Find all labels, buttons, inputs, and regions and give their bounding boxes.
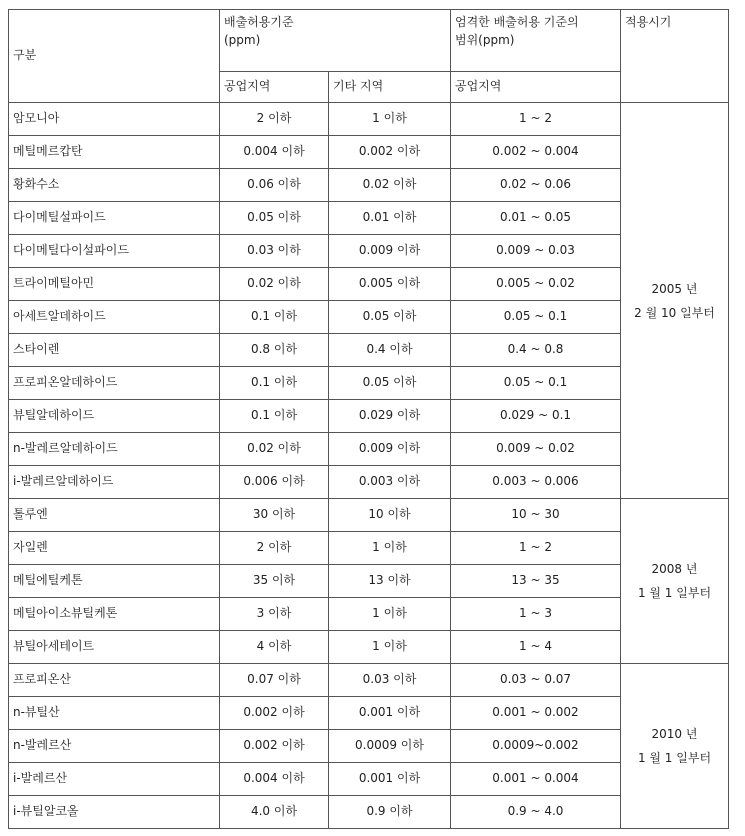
industrial-limit: 4.0 이하	[220, 796, 329, 829]
other-limit: 0.003 이하	[329, 466, 451, 499]
substance-name: 암모니아	[9, 103, 220, 136]
substance-name: 메틸아이소뷰틸케톤	[9, 598, 220, 631]
substance-name: n-발레르산	[9, 730, 220, 763]
industrial-limit: 0.02 이하	[220, 433, 329, 466]
period-date: 1 월 1 일부터	[637, 751, 712, 765]
industrial-limit: 0.004 이하	[220, 763, 329, 796]
other-limit: 0.001 이하	[329, 763, 451, 796]
substance-name: n-뷰틸산	[9, 697, 220, 730]
strict-range: 0.4 ~ 0.8	[451, 334, 621, 367]
period-date: 2 월 10 일부터	[634, 305, 715, 320]
other-limit: 0.05 이하	[329, 367, 451, 400]
industrial-limit: 0.1 이하	[220, 301, 329, 334]
industrial-limit: 0.1 이하	[220, 367, 329, 400]
emission-standards-table	[8, 9, 729, 829]
other-limit: 13 이하	[329, 565, 451, 598]
industrial-limit: 35 이하	[220, 565, 329, 598]
table-body	[9, 103, 729, 829]
other-limit: 0.005 이하	[329, 268, 451, 301]
strict-range: 0.01 ~ 0.05	[451, 202, 621, 235]
strict-range: 0.001 ~ 0.004	[451, 763, 621, 796]
substance-name: 뷰틸아세테이트	[9, 631, 220, 664]
strict-range: 0.009 ~ 0.03	[451, 235, 621, 268]
strict-industrial-header: 공업지역	[451, 72, 621, 103]
standard-header: 배출허용기준 (ppm)	[220, 10, 451, 72]
other-limit: 1 이하	[329, 631, 451, 664]
strict-range: 1 ~ 3	[451, 598, 621, 631]
other-limit: 0.002 이하	[329, 136, 451, 169]
period-year: 2008 년	[651, 562, 698, 576]
substance-name: i-뷰틸알코올	[9, 796, 220, 829]
substance-name: 아세트알데하이드	[9, 301, 220, 334]
strict-range: 0.002 ~ 0.004	[451, 136, 621, 169]
industrial-limit: 4 이하	[220, 631, 329, 664]
substance-name: 다이메틸다이설파이드	[9, 235, 220, 268]
substance-name: i-발레르산	[9, 763, 220, 796]
industrial-limit: 0.06 이하	[220, 169, 329, 202]
other-area-header: 기타 지역	[329, 72, 451, 103]
other-limit: 0.05 이하	[329, 301, 451, 334]
strict-range: 1 ~ 2	[451, 532, 621, 565]
industrial-limit: 0.07 이하	[220, 664, 329, 697]
strict-range: 0.03 ~ 0.07	[451, 664, 621, 697]
strict-range: 1 ~ 2	[451, 103, 621, 136]
strict-range: 0.001 ~ 0.002	[451, 697, 621, 730]
table-row	[9, 499, 729, 532]
substance-name: n-발레르알데하이드	[9, 433, 220, 466]
effective-period	[621, 103, 729, 499]
other-limit: 1 이하	[329, 532, 451, 565]
industrial-limit: 2 이하	[220, 103, 329, 136]
strict-range: 0.02 ~ 0.06	[451, 169, 621, 202]
strict-range: 0.05 ~ 0.1	[451, 301, 621, 334]
substance-name: 자일렌	[9, 532, 220, 565]
industrial-limit: 0.8 이하	[220, 334, 329, 367]
category-header: 구분	[9, 10, 220, 103]
industrial-limit: 0.004 이하	[220, 136, 329, 169]
strict-range: 0.0009~0.002	[451, 730, 621, 763]
substance-name: 톨루엔	[9, 499, 220, 532]
other-limit: 0.03 이하	[329, 664, 451, 697]
industrial-limit: 2 이하	[220, 532, 329, 565]
other-limit: 0.01 이하	[329, 202, 451, 235]
industrial-limit: 0.02 이하	[220, 268, 329, 301]
strict-standard-header: 엄격한 배출허용 기준의 범위(ppm)	[451, 10, 621, 72]
other-limit: 0.009 이하	[329, 235, 451, 268]
other-limit: 0.0009 이하	[329, 730, 451, 763]
other-limit: 1 이하	[329, 103, 451, 136]
period-year: 2010 년	[651, 727, 698, 741]
industrial-limit: 0.05 이하	[220, 202, 329, 235]
effective-period	[621, 499, 729, 664]
strict-range: 1 ~ 4	[451, 631, 621, 664]
industrial-limit: 0.006 이하	[220, 466, 329, 499]
industrial-limit: 3 이하	[220, 598, 329, 631]
header-row-top	[9, 10, 729, 72]
other-limit: 0.029 이하	[329, 400, 451, 433]
strict-range: 0.003 ~ 0.006	[451, 466, 621, 499]
industrial-area-header: 공업지역	[220, 72, 329, 103]
substance-name: i-발레르알데하이드	[9, 466, 220, 499]
other-limit: 0.9 이하	[329, 796, 451, 829]
substance-name: 황화수소	[9, 169, 220, 202]
industrial-limit: 0.1 이하	[220, 400, 329, 433]
strict-range: 10 ~ 30	[451, 499, 621, 532]
table-row	[9, 103, 729, 136]
other-limit: 1 이하	[329, 598, 451, 631]
substance-name: 뷰틸알데하이드	[9, 400, 220, 433]
strict-range: 0.005 ~ 0.02	[451, 268, 621, 301]
other-limit: 0.001 이하	[329, 697, 451, 730]
effective-date-header: 적용시기	[621, 10, 729, 103]
substance-name: 메틸에틸케톤	[9, 565, 220, 598]
period-year: 2005 년	[651, 281, 698, 296]
substance-name: 프로피온알데하이드	[9, 367, 220, 400]
substance-name: 메틸메르캅탄	[9, 136, 220, 169]
strict-range: 0.05 ~ 0.1	[451, 367, 621, 400]
industrial-limit: 0.03 이하	[220, 235, 329, 268]
industrial-limit: 30 이하	[220, 499, 329, 532]
table-row	[9, 664, 729, 697]
strict-range: 0.029 ~ 0.1	[451, 400, 621, 433]
substance-name: 다이메틸설파이드	[9, 202, 220, 235]
other-limit: 0.02 이하	[329, 169, 451, 202]
other-limit: 0.009 이하	[329, 433, 451, 466]
strict-range: 13 ~ 35	[451, 565, 621, 598]
substance-name: 스타이렌	[9, 334, 220, 367]
effective-period	[621, 664, 729, 829]
industrial-limit: 0.002 이하	[220, 730, 329, 763]
other-limit: 10 이하	[329, 499, 451, 532]
period-date: 1 월 1 일부터	[637, 586, 712, 600]
substance-name: 트라이메틸아민	[9, 268, 220, 301]
strict-range: 0.9 ~ 4.0	[451, 796, 621, 829]
other-limit: 0.4 이하	[329, 334, 451, 367]
industrial-limit: 0.002 이하	[220, 697, 329, 730]
strict-range: 0.009 ~ 0.02	[451, 433, 621, 466]
substance-name: 프로피온산	[9, 664, 220, 697]
